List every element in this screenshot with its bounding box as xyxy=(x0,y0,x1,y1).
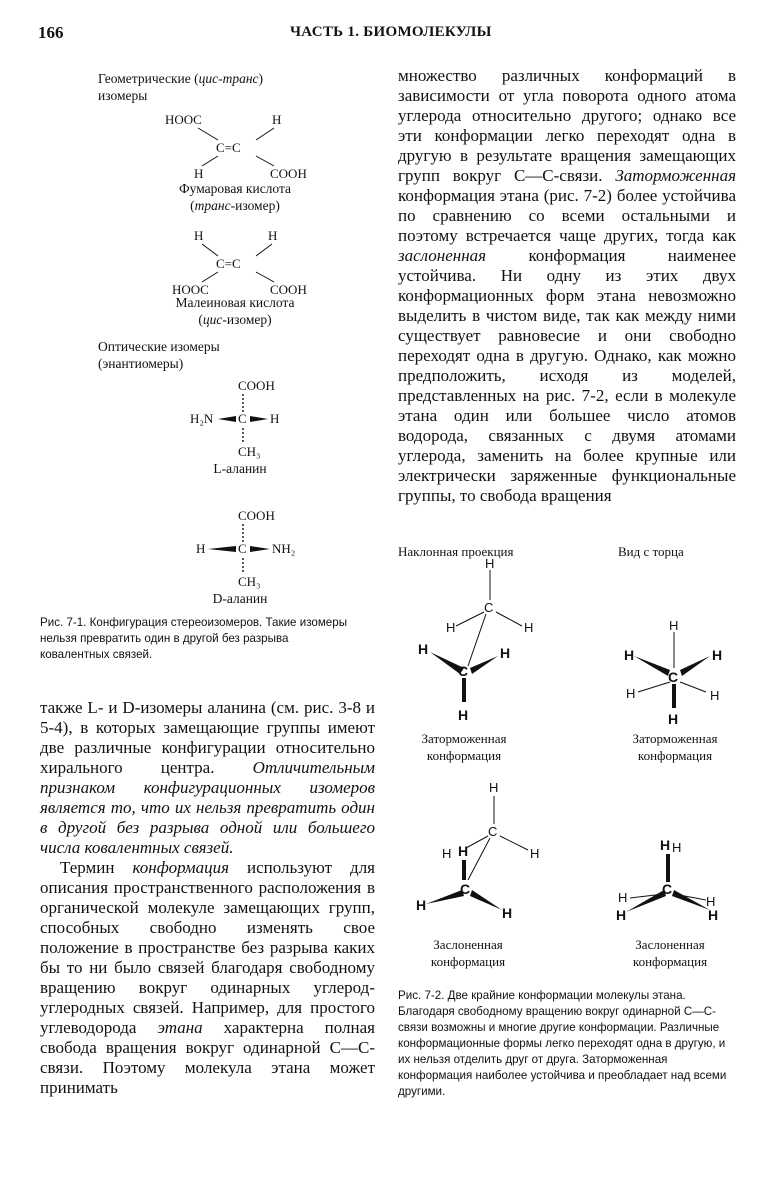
eclipsed-oblique-label: Заслоненная конформация xyxy=(430,937,506,969)
atom-label: H xyxy=(268,228,278,243)
atom-label: H xyxy=(524,620,534,635)
atom-label: H xyxy=(446,620,456,635)
atom-label: CH₃ xyxy=(238,574,261,589)
bond-line xyxy=(202,156,218,166)
atom-label: NH₂ xyxy=(272,541,296,556)
atom-label: H xyxy=(708,907,719,923)
atom-label: H xyxy=(416,897,427,913)
left-column-text xyxy=(40,698,375,1098)
page-number: 166 xyxy=(38,23,64,42)
l-alanine-name: L-аланин xyxy=(213,461,267,476)
atom-label: H xyxy=(458,707,469,723)
atom-label: H xyxy=(668,711,679,727)
eclipsed-end-label: Заслоненная конформация xyxy=(632,937,708,969)
atom-label: H₂N xyxy=(190,411,214,426)
l-alanine-structure xyxy=(180,376,300,462)
paragraph: Термин конформация используют для описания пространственного расположения в органической молекуле замещающих групп, способных свободно изменять свое положение в пространстве без разрыва каких бы то ни было связей благодаря свободному вращению вокруг одинарных углерод-углеродных связей. Например, для простого углеводорода этана характерна полная свобода вращения вокруг одинарной C—C-связи. Поэтому молекула этана может принимать xyxy=(40,858,376,1097)
bond-line xyxy=(202,272,218,282)
atom-label: H xyxy=(500,645,511,661)
bond-wedge xyxy=(250,546,270,552)
atom-label: H xyxy=(712,647,723,663)
atom-label: C=C xyxy=(216,256,241,271)
atom-label: H xyxy=(270,411,280,426)
staggered-oblique-molecule xyxy=(410,556,540,726)
atom-label: COOH xyxy=(238,508,275,523)
end-view-title: Вид с торца xyxy=(618,544,684,559)
eclipsed-end-molecule xyxy=(612,836,732,930)
paragraph: также L- и D-изомеры аланина (см. рис. 3-8 и 5-4), в которых замещающие группы имеют две различные конфигурации относительно хирального центра. Отличительным признаком конфигурационных изомеров является то, что их нельзя превратить один в другой без разрыва одной или большего числа ковалентных связей. xyxy=(40,698,375,857)
atom-label: H xyxy=(618,890,628,905)
bond-line xyxy=(256,244,272,256)
atom-label: COOH xyxy=(270,282,307,297)
bond-line xyxy=(500,836,528,850)
atom-label: H xyxy=(272,112,282,127)
bond-line xyxy=(256,128,274,140)
bond-line xyxy=(638,682,670,692)
atom-label: H xyxy=(418,641,429,657)
atom-label: COOH xyxy=(270,166,307,181)
staggered-end-label: Заторможенная конформация xyxy=(632,731,718,763)
fumaric-acid-structure xyxy=(150,110,330,180)
atom-label: H xyxy=(706,894,716,909)
oblique-projection-title: Наклонная проекция xyxy=(398,544,514,559)
atom-label: H xyxy=(196,541,206,556)
atom-label: HOOC xyxy=(165,112,202,127)
staggered-oblique-label: Заторможенная конформация xyxy=(421,731,507,763)
atom-label: C=C xyxy=(216,140,241,155)
bond-wedge xyxy=(218,416,236,422)
atom-label: HOOC xyxy=(172,282,209,297)
atom-label: C xyxy=(238,541,247,556)
atom-label: C xyxy=(460,881,471,897)
figure-7-2-caption: Рис. 7-2. Две крайние конформации молекулы этана. Благодаря свободному вращению вокруг одинарной C—C-связи возможны и многие другие конформации. Различные конформационные формы легко переходят одна в другую, и их нельзя отделить друг от друга. Заторможенная конформация наиболее устойчива и преобладает над всеми другими. xyxy=(398,989,727,1098)
d-alanine-structure xyxy=(180,506,300,592)
atom-label: H xyxy=(660,837,671,853)
atom-label: H xyxy=(710,688,720,703)
bond-line xyxy=(680,682,706,692)
atom-label: H xyxy=(530,846,540,861)
bond-line xyxy=(456,612,484,626)
atom-label: H xyxy=(442,846,452,861)
maleic-acid-name: Малеиновая кислота (цис-изомер) xyxy=(175,295,295,327)
atom-label: COOH xyxy=(238,378,275,393)
right-column-text xyxy=(398,66,736,506)
atom-label: C xyxy=(488,824,498,839)
atom-label: CH₃ xyxy=(238,444,261,459)
atom-label: H xyxy=(624,647,635,663)
running-head: ЧАСТЬ 1. БИОМОЛЕКУЛЫ xyxy=(290,24,492,40)
eclipsed-oblique-molecule xyxy=(410,776,550,926)
bond-wedge xyxy=(680,656,710,676)
figure-7-1-caption: Рис. 7-1. Конфигурация стереоизомеров. Такие изомеры нельзя превратить один в другой без разрыва ковалентных связей. xyxy=(40,616,348,661)
atom-label: H xyxy=(502,905,513,921)
atom-label: H xyxy=(458,843,469,859)
bond-line xyxy=(256,272,274,282)
bond-wedge xyxy=(250,416,268,422)
atom-label: H xyxy=(194,166,204,181)
paragraph: множество различных конформаций в зависимости от угла поворота одного атома углерода относительно другого; однако все эти конформации легко переходят одна в другую в результате вращения замещающих групп вокруг C—C-связи. Заторможенная конформация этана (рис. 7-2) более устойчива по сравнению со всеми остальными и поэтому встречается чаще других, тогда как заслоненная конформация наименее устойчива. Ни одну из этих двух конформационных форм этана невозможно выделить в чистом виде, так как между ними существует равновесие и они свободно переходят одна в другую. Однако, как можно предположить, исходя из моделей, представленных на рис. 7-2, если в молекуле этана один или большее число атомов водорода, связанных с двумя атомами углерода, заменить на более крупные или электрически заряженные функциональные группы, то свобода вращения xyxy=(398,66,737,505)
atom-label: H xyxy=(485,556,495,571)
geometric-isomers-label: Геометрические (цис-транс) изомеры xyxy=(98,71,264,103)
d-alanine-name: D-аланин xyxy=(212,591,268,606)
atom-label: H xyxy=(194,228,204,243)
bond-line xyxy=(468,614,486,666)
bond-wedge xyxy=(426,890,464,904)
staggered-end-molecule xyxy=(620,612,730,728)
bond-line xyxy=(468,838,490,880)
atom-label: C xyxy=(668,669,679,685)
fumaric-acid-name: Фумаровая кислота (транс-изомер) xyxy=(178,181,292,213)
atom-label: C xyxy=(238,411,247,426)
optical-isomers-label: Оптические изомеры (энантиомеры) xyxy=(98,339,220,371)
atom-label: H xyxy=(626,686,636,701)
bond-line xyxy=(496,612,522,626)
atom-label: C xyxy=(662,881,673,897)
bond-wedge xyxy=(470,890,502,910)
bond-wedge xyxy=(626,890,666,912)
atom-label: H xyxy=(672,840,682,855)
atom-label: H xyxy=(489,780,499,795)
maleic-acid-structure xyxy=(150,226,330,296)
bond-line xyxy=(466,836,488,848)
atom-label: C xyxy=(458,663,469,679)
bond-line xyxy=(202,244,218,256)
bond-wedge xyxy=(208,546,236,552)
atom-label: H xyxy=(669,618,679,633)
bond-wedge xyxy=(470,656,498,674)
atom-label: H xyxy=(616,907,627,923)
bond-line xyxy=(198,128,218,140)
bond-line xyxy=(256,156,274,166)
bond-wedge xyxy=(634,656,670,676)
atom-label: C xyxy=(484,600,494,615)
